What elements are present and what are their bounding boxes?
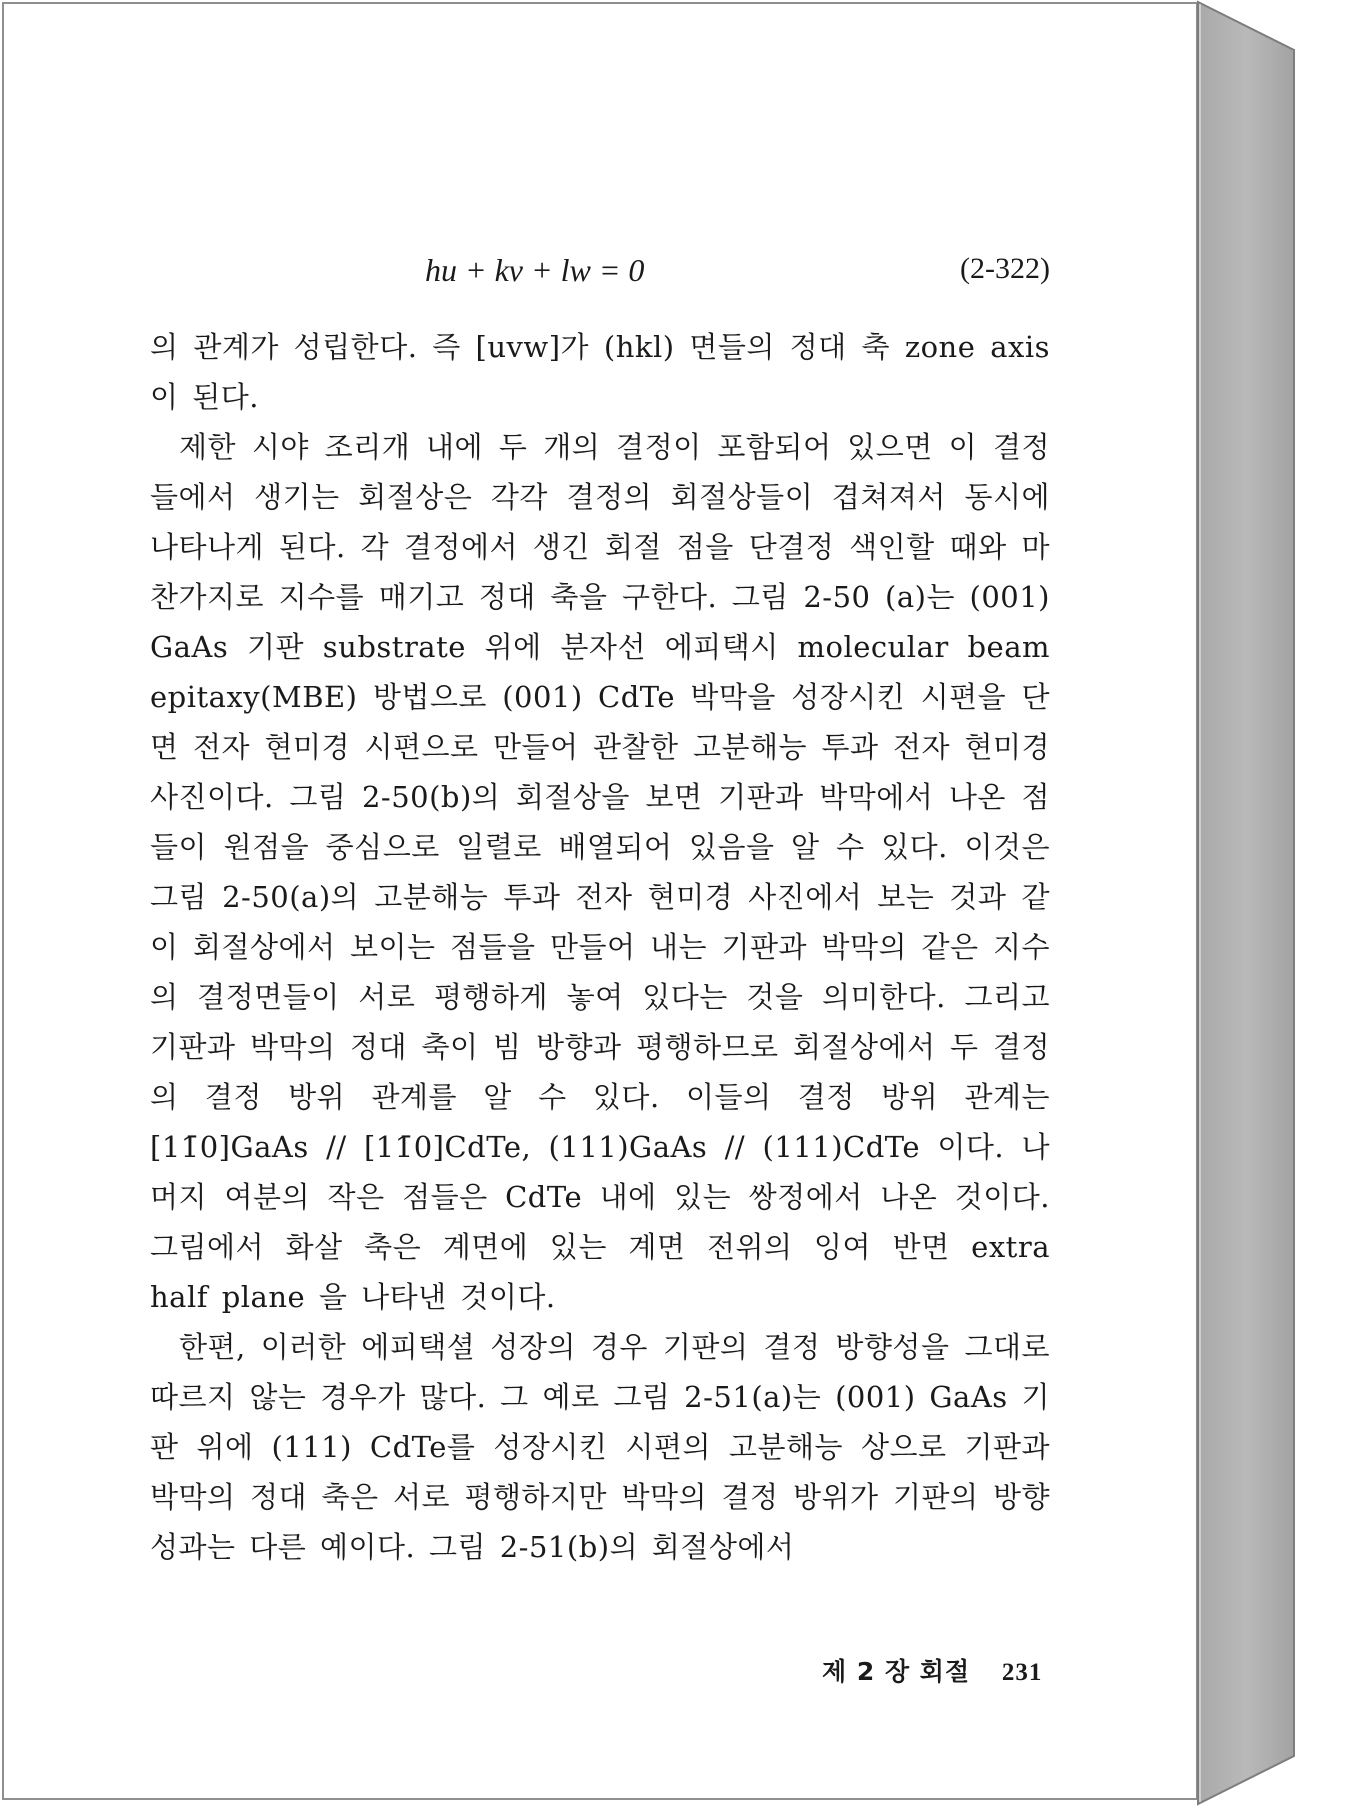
equation-block [150, 252, 1050, 296]
page-number: 231 [1001, 1659, 1043, 1686]
equation-number: (2-322) [960, 252, 1050, 285]
paragraph-1: 의 관계가 성립한다. 즉 [uvw]가 (hkl) 면들의 정대 축 zone axis 이 된다. [150, 330, 1050, 414]
page-body [150, 252, 1050, 1572]
paragraph-2: 제한 시야 조리개 내에 두 개의 결정이 포함되어 있으면 이 결정들에서 생기는 회절상은 각각 결정의 회절상들이 겹쳐져서 동시에 나타나게 된다. 각 결정에서 생긴 회절 점을 단결정 색인할 때와 마찬가지로 지수를 매기고 정대 축을 구한다. 그림 2-50 (a)는 (001) GaAs 기판 substrate 위에 분자선 에피택시 molecular beam epitaxy(MBE) 방법으로 (001) CdTe 박막을 성장시킨 시편을 단면 전자 현미경 시편으로 만들어 관찰한 고분해능 투과 전자 현미경 사진이다. 그림 2-50(b)의 회절상을 보면 기판과 박막에서 나온 점들이 원점을 중심으로 일렬로 배열되어 있음을 알 수 있다. 이것은 그림 2-50(a)의 고분해능 투과 전자 현미경 사진에서 보는 것과 같이 회절상에서 보이는 점들을 만들어 내는 기판과 박막의 같은 지수의 결정면들이 서로 평행하게 놓여 있다는 것을 의미한다. 그리고 기판과 박막의 정대 축이 빔 방향과 평행하므로 회절상에서 두 결정의 결정 방위 관계를 알 수 있다. 이들의 결정 방위 관계는 [11̄0]GaAs // [11̄0]CdTe, (111)GaAs // (111)CdTe 이다. 나머지 여분의 작은 점들은 CdTe 내에 있는 쌍정에서 나온 것이다. 그림에서 화살 축은 계면에 있는 계면 전위의 잉여 반면 extra half plane 을 나타낸 것이다. [150, 430, 1050, 1314]
equation-expression: hu + kv + lw = 0 [425, 252, 645, 288]
paragraph-3: 한편, 이러한 에피택셜 성장의 경우 기판의 결정 방향성을 그대로 따르지 않는 경우가 많다. 그 예로 그림 2-51(a)는 (001) GaAs 기판 위에 (111) CdTe를 성장시킨 시편의 고분해능 상으로 기판과 박막의 정대 축은 서로 평행하지만 박막의 결정 방위가 기판의 방향성과는 다른 예이다. 그림 2-51(b)의 회절상에서 [150, 1330, 1050, 1564]
chapter-title: 제 2 장 회절 [822, 1657, 971, 1686]
page-footer [822, 1652, 1042, 1688]
